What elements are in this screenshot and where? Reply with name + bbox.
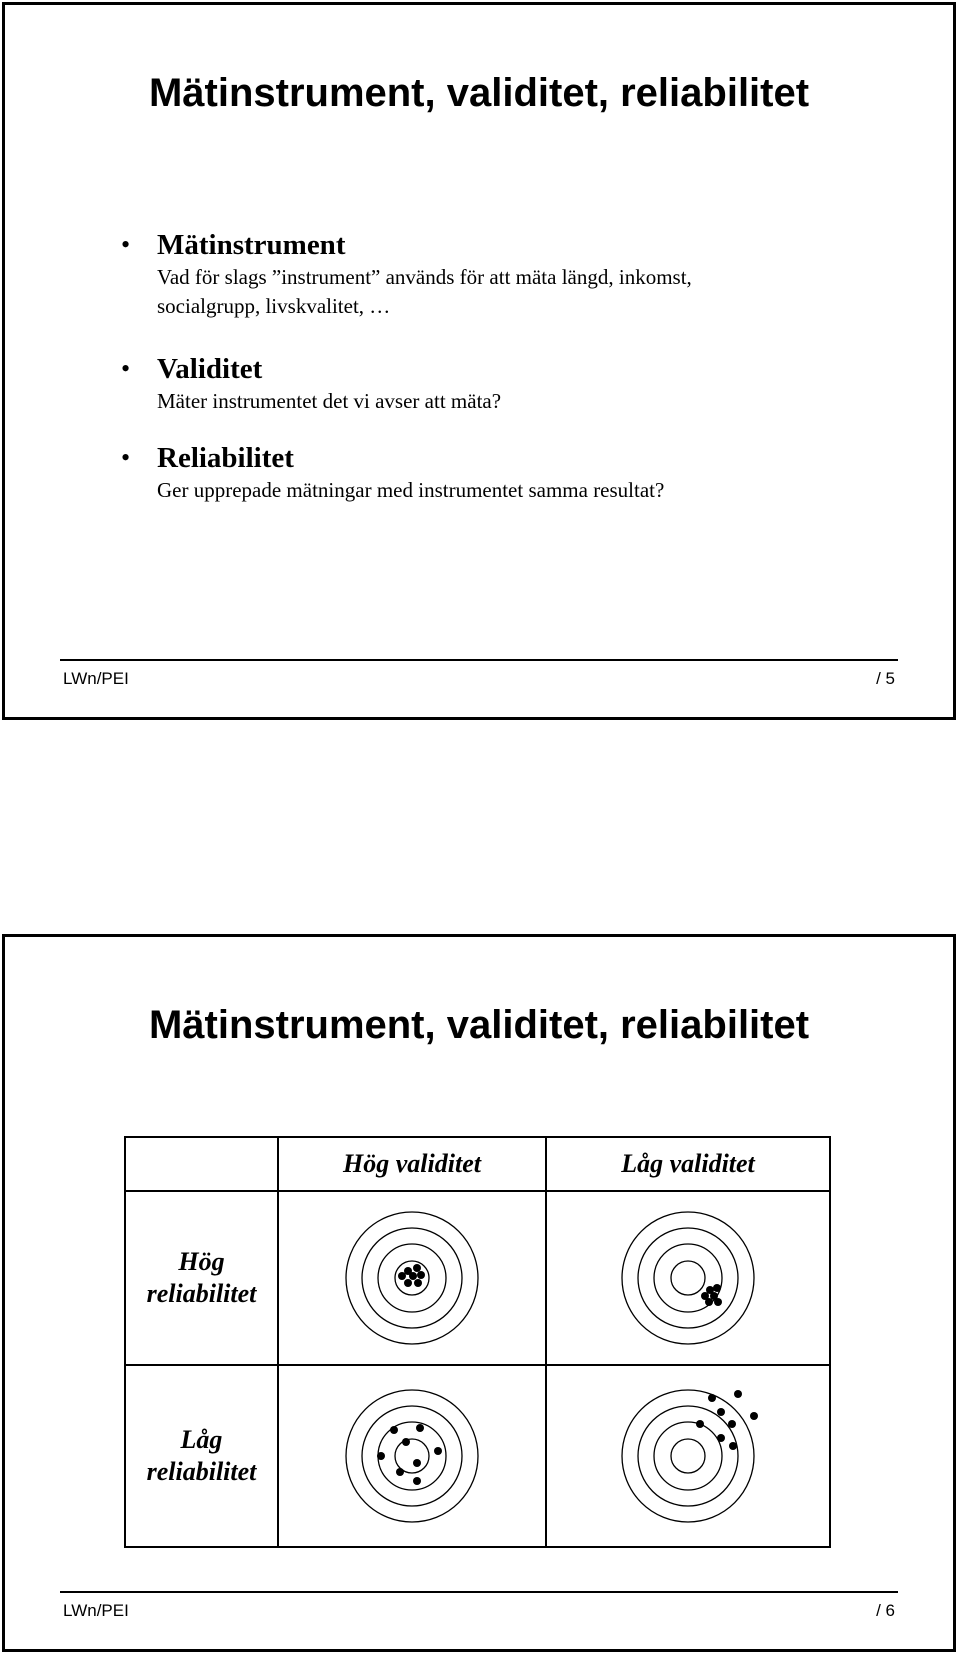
target-icon	[618, 1386, 758, 1526]
footer-page-number: / 5	[876, 669, 895, 688]
bullet-body: Ger upprepade mätningar med instrumentet samma resultat?	[157, 478, 665, 502]
bullet-body: Vad för slags ”instrument” används för att mäta längd, inkomst, socialgrupp, livskvalitet, …	[157, 265, 692, 318]
bullet-validitet	[121, 351, 777, 416]
footer-author: LWn/PEI	[63, 669, 129, 688]
target-icon	[342, 1386, 482, 1526]
target-icon	[342, 1208, 482, 1348]
validity-reliability-grid	[124, 1136, 831, 1548]
cell-high-valid-low-reliable	[278, 1365, 546, 1547]
bullet-heading: • Validitet	[157, 353, 263, 385]
footer-author: LWn/PEI	[63, 1601, 129, 1620]
col-header-hog-validitet: Hög validitet	[278, 1137, 546, 1191]
slide-5	[2, 2, 956, 720]
cell-high-valid-high-reliable	[278, 1191, 546, 1365]
cell-low-valid-low-reliable	[546, 1365, 830, 1547]
footer-divider	[60, 1591, 898, 1593]
footer-page-number: / 6	[876, 1601, 895, 1620]
footer-divider	[60, 659, 898, 661]
grid-corner-cell	[125, 1137, 278, 1191]
slide-5-title: Mätinstrument, validitet, reliabilitet	[148, 71, 810, 115]
slide-6-title: Mätinstrument, validitet, reliabilitet	[148, 1003, 810, 1047]
slide-6	[2, 934, 956, 1652]
shot-cluster	[701, 1284, 722, 1306]
shot-scatter	[696, 1390, 758, 1450]
bullet-reliabilitet	[121, 440, 777, 505]
bullet-body: Mäter instrumentet det vi avser att mäta?	[157, 389, 502, 413]
bullet-heading: • Reliabilitet	[157, 442, 294, 474]
cell-low-valid-high-reliable	[546, 1191, 830, 1365]
bullet-matinstrument	[121, 227, 777, 321]
target-icon	[618, 1208, 758, 1348]
row-header-lag-reliabilitet: Låg reliabilitet	[125, 1365, 278, 1547]
row-header-hog-reliabilitet: Hög reliabilitet	[125, 1191, 278, 1365]
shot-cluster	[398, 1264, 425, 1287]
bullet-list	[121, 227, 777, 505]
col-header-lag-validitet: Låg validitet	[546, 1137, 830, 1191]
bullet-heading: • Mätinstrument	[157, 229, 346, 261]
